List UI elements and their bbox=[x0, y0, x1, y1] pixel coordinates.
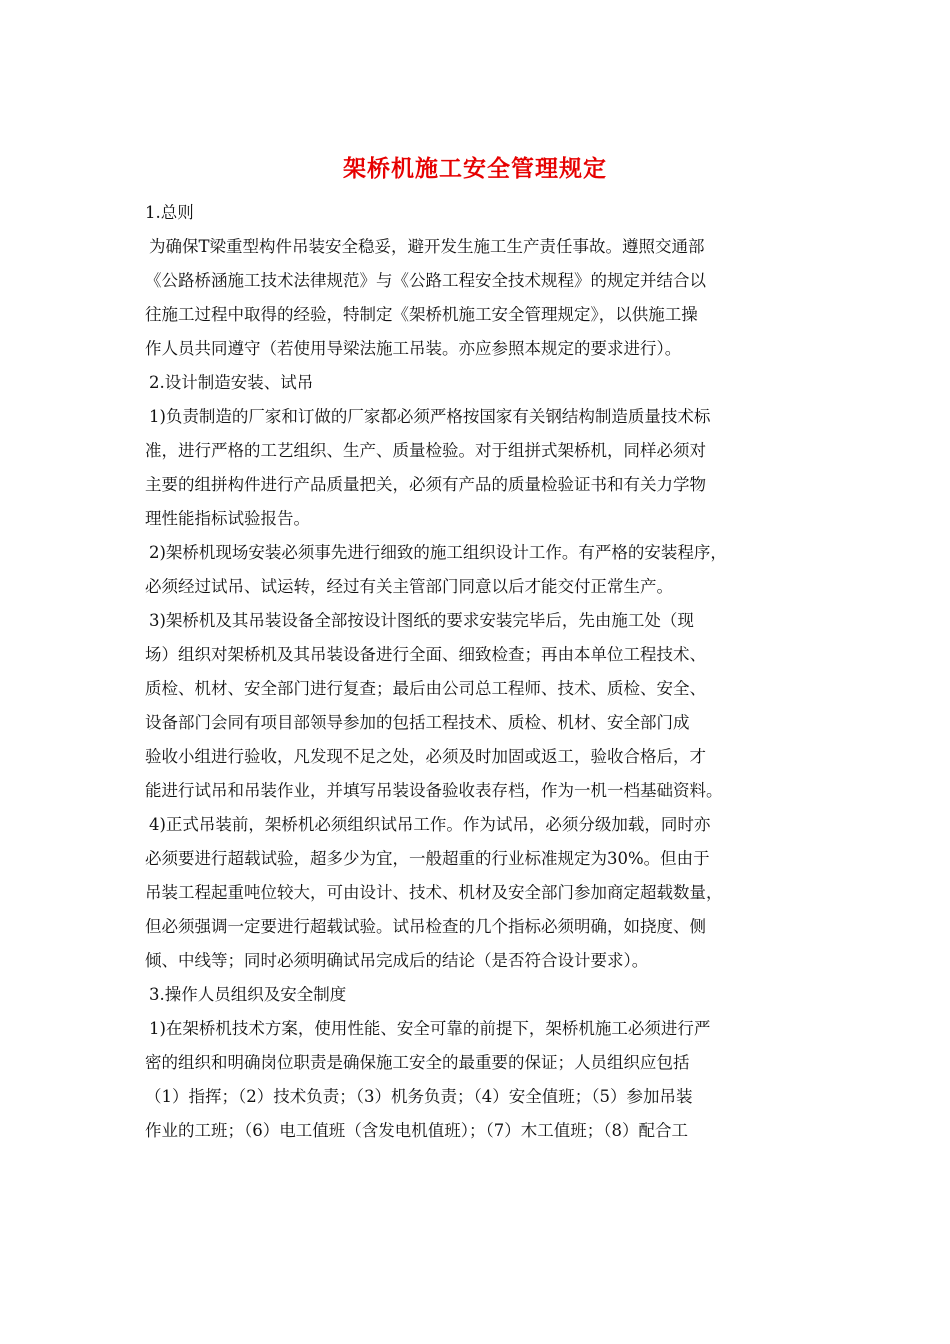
text-line: 准，进行严格的工艺组织、生产、质量检验。对于组拼式架桥机，同样必须对 bbox=[145, 441, 706, 460]
text-line: 1)负责制造的厂家和订做的厂家都必须严格按国家有关钢结构制造质量技术标 bbox=[149, 407, 711, 426]
text-line: 主要的组拼构件进行产品质量把关，必须有产品的质量检验证书和有关力学物 bbox=[145, 475, 706, 494]
text-line: 4)正式吊装前，架桥机必须组织试吊工作。作为试吊，必须分级加载，同时亦 bbox=[149, 815, 711, 834]
text-line: 3.操作人员组织及安全制度 bbox=[149, 985, 347, 1004]
text-line: 3)架桥机及其吊装设备全部按设计图纸的要求安装完毕后，先由施工处（现 bbox=[149, 611, 694, 630]
text-line: 场）组织对架桥机及其吊装设备进行全面、细致检查；再由本单位工程技术、 bbox=[145, 645, 706, 664]
text-line: 设备部门会同有项目部领导参加的包括工程技术、质检、机材、安全部门成 bbox=[145, 713, 690, 732]
text-line: 吊装工程起重吨位较大，可由设计、技术、机材及安全部门参加商定超载数量， bbox=[145, 883, 723, 902]
text-line: 2.设计制造安装、试吊 bbox=[149, 373, 314, 392]
text-line: 2)架桥机现场安装必须事先进行细致的施工组织设计工作。有严格的安装程序， bbox=[149, 543, 727, 562]
document-body bbox=[145, 196, 815, 1148]
text-line: 质检、机材、安全部门进行复查；最后由公司总工程师、技术、质检、安全、 bbox=[145, 679, 706, 698]
text-line: 《公路桥涵施工技术法律规范》与《公路工程安全技术规程》的规定并结合以 bbox=[145, 271, 706, 290]
text-line: 理性能指标试验报告。 bbox=[145, 509, 310, 528]
text-line: （1）指挥；（2）技术负责；（3）机务负责；（4）安全值班；（5）参加吊装 bbox=[145, 1087, 693, 1106]
document-title: 架桥机施工安全管理规定 bbox=[343, 156, 607, 182]
text-line: 但必须强调一定要进行超载试验。试吊检查的几个指标必须明确，如挠度、侧 bbox=[145, 917, 706, 936]
text-line: 为确保T梁重型构件吊装安全稳妥，避开发生施工生产责任事故。遵照交通部 bbox=[149, 237, 705, 256]
text-line: 必须要进行超载试验，超多少为宜，一般超重的行业标准规定为30%。但由于 bbox=[145, 849, 710, 868]
text-line: 验收小组进行验收，凡发现不足之处，必须及时加固或返工，验收合格后，才 bbox=[145, 747, 706, 766]
text-line: 1.总则 bbox=[145, 203, 194, 222]
text-line: 能进行试吊和吊装作业，并填写吊装设备验收表存档，作为一机一档基础资料。 bbox=[145, 781, 723, 800]
text-line: 作业的工班；（6）电工值班（含发电机值班）；（7）木工值班；（8）配合工 bbox=[145, 1121, 688, 1140]
text-line: 必须经过试吊、试运转，经过有关主管部门同意以后才能交付正常生产。 bbox=[145, 577, 673, 596]
text-line: 密的组织和明确岗位职责是确保施工安全的最重要的保证；人员组织应包括 bbox=[145, 1053, 690, 1072]
text-line: 往施工过程中取得的经验，特制定《架桥机施工安全管理规定》，以供施工操 bbox=[145, 305, 698, 324]
text-line: 1)在架桥机技术方案，使用性能、安全可靠的前提下，架桥机施工必须进行严 bbox=[149, 1019, 711, 1038]
text-line: 倾、中线等；同时必须明确试吊完成后的结论（是否符合设计要求）。 bbox=[145, 951, 649, 970]
text-line: 作人员共同遵守（若使用导梁法施工吊装。亦应参照本规定的要求进行）。 bbox=[145, 339, 682, 358]
